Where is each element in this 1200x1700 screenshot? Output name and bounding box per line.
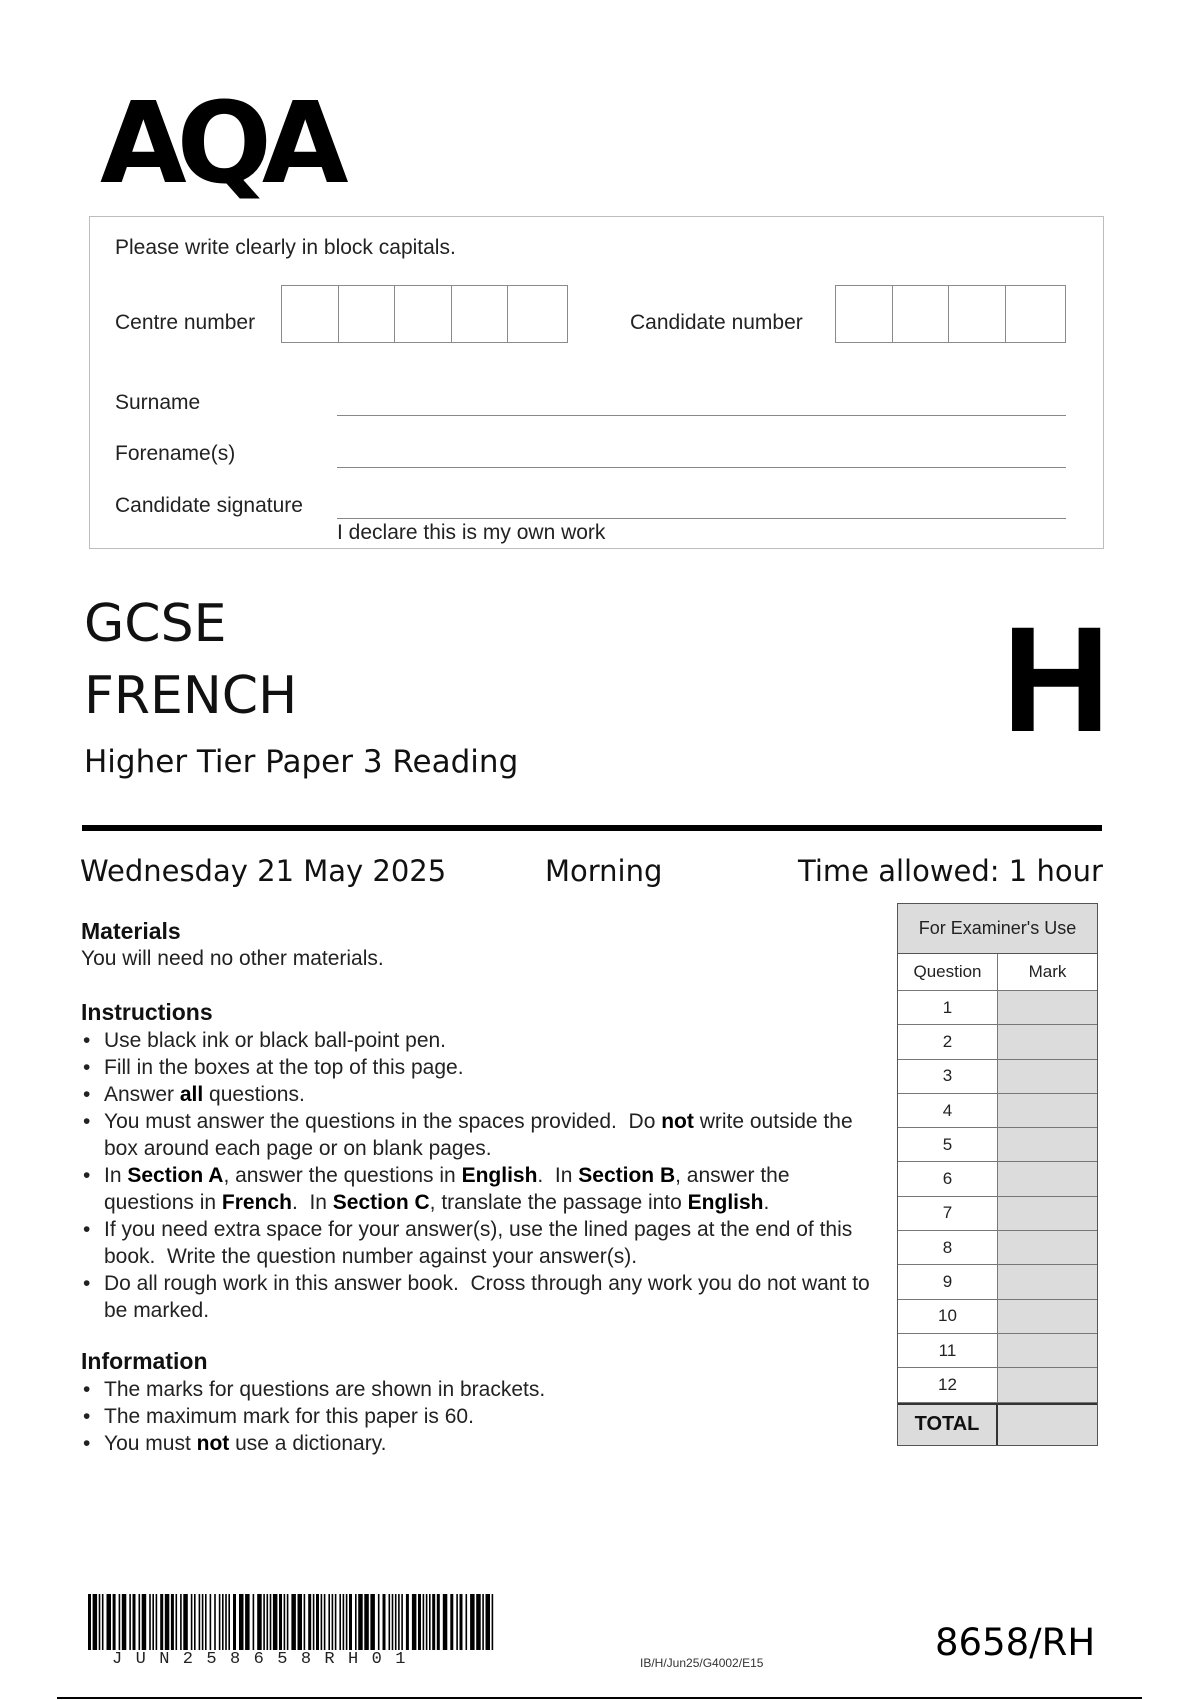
barcode-bar [202, 1594, 204, 1650]
time-allowed: Time allowed: 1 hour [798, 854, 1103, 888]
barcode-bar [228, 1594, 230, 1650]
examiner-use-table [897, 903, 1098, 1446]
barcode-bar [423, 1594, 425, 1650]
centre-number-digit-box[interactable] [395, 286, 452, 342]
barcode-bar [129, 1594, 131, 1650]
instruction-item: • In Section A, answer the questions in English. In Section B, answer the questions in French. In Section C, translate the passage into English. [81, 1162, 871, 1216]
barcode-bar [476, 1594, 481, 1650]
centre-number-label: Centre number [115, 311, 256, 334]
instruction-item: • If you need extra space for your answer(s), use the lined pages at the end of this book. Write the question number against your answer(s). [81, 1216, 871, 1270]
document-reference: IB/H/Jun25/G4002/E15 [640, 1656, 764, 1670]
surname-label: Surname [115, 391, 201, 414]
barcode-bar [437, 1594, 440, 1650]
table-row [898, 1368, 1097, 1402]
barcode-bar [142, 1594, 147, 1650]
instruction-item: • Fill in the boxes at the top of this page. [81, 1054, 871, 1081]
barcode-bar [279, 1594, 282, 1650]
instruction-item: • Do all rough work in this answer book. Cross through any work you do not want to be marked. [81, 1270, 871, 1324]
barcode-bar [426, 1594, 428, 1650]
information-heading: Information [81, 1348, 208, 1374]
barcode-bar [395, 1594, 397, 1650]
instruction-item: • You must answer the questions in the spaces provided. Do not write outside the box around each page or on blank pages. [81, 1108, 871, 1162]
table-row [898, 1025, 1097, 1059]
question-number: 6 [898, 1162, 998, 1195]
barcode-bar [119, 1594, 121, 1650]
mark-cell [998, 1197, 1097, 1230]
candidate-number-digit-box[interactable] [949, 286, 1006, 342]
mark-cell [998, 1094, 1097, 1127]
instructions-list [81, 1027, 871, 1324]
centre-number-digit-box[interactable] [339, 286, 396, 342]
barcode-bar [412, 1594, 417, 1650]
table-row [898, 1197, 1097, 1231]
barcode-bar [321, 1594, 323, 1650]
mark-cell [998, 991, 1097, 1024]
barcode-bar [355, 1594, 357, 1650]
candidate-number-digit-box[interactable] [893, 286, 950, 342]
candidate-number-label: Candidate number [630, 311, 803, 334]
barcode-bar [245, 1594, 250, 1650]
barcode-bar [99, 1594, 101, 1650]
barcode-bar [401, 1594, 403, 1650]
information-item: • You must not use a dictionary. [81, 1430, 871, 1457]
barcode-bar [460, 1594, 463, 1650]
barcode-bar [270, 1594, 272, 1650]
mark-cell [998, 1300, 1097, 1333]
barcode-bar [267, 1594, 269, 1650]
barcode-bar [343, 1594, 345, 1650]
barcode-bar [456, 1594, 458, 1650]
question-number: 5 [898, 1128, 998, 1161]
candidate-number-digit-box[interactable] [1006, 286, 1065, 342]
table-row [898, 1162, 1097, 1196]
barcode-bar [313, 1594, 315, 1650]
barcode-bar [389, 1594, 391, 1650]
barcode-bar [418, 1594, 421, 1650]
subject-title: FRENCH [84, 666, 298, 726]
mark-cell [998, 1060, 1097, 1093]
barcode-bar [233, 1594, 236, 1650]
barcode-bar [122, 1594, 127, 1650]
question-column-header: Question [898, 954, 998, 990]
divider [82, 825, 1102, 831]
total-label: TOTAL [898, 1405, 998, 1445]
barcode-bar [332, 1594, 334, 1650]
barcode-bar [378, 1594, 380, 1650]
barcode-bar [160, 1594, 163, 1650]
candidate-number-digit-box[interactable] [836, 286, 893, 342]
mark-cell [998, 1265, 1097, 1298]
barcode-bar [253, 1594, 255, 1650]
barcode-bar [370, 1594, 375, 1650]
barcode-bar [398, 1594, 400, 1650]
table-row [898, 1231, 1097, 1265]
barcode-bar [291, 1594, 296, 1650]
barcode-bar [273, 1594, 278, 1650]
declaration-text: I declare this is my own work [337, 521, 606, 544]
barcode-bar [443, 1594, 448, 1650]
barcode-bar [482, 1594, 484, 1650]
mark-cell [998, 1231, 1097, 1264]
question-number: 7 [898, 1197, 998, 1230]
barcode-bar [383, 1594, 386, 1650]
footer-rule [57, 1697, 1142, 1699]
barcode-text: JUN258658RH01 [112, 1650, 419, 1669]
table-row [898, 991, 1097, 1025]
barcode-bar [214, 1594, 216, 1650]
information-list [81, 1376, 871, 1457]
information-item: • The maximum mark for this paper is 60. [81, 1403, 871, 1430]
aqa-logo: AQA [100, 79, 339, 209]
instruction-item: • Use black ink or black ball-point pen. [81, 1027, 871, 1054]
barcode-bar [156, 1594, 158, 1650]
barcode-bar [392, 1594, 394, 1650]
barcode-bar [171, 1594, 174, 1650]
barcode-bar [346, 1594, 348, 1650]
barcode-bar [364, 1594, 369, 1650]
question-number: 11 [898, 1334, 998, 1367]
barcode-bar [263, 1594, 265, 1650]
instruction-item: • Answer all questions. [81, 1081, 871, 1108]
question-number: 4 [898, 1094, 998, 1127]
question-number: 10 [898, 1300, 998, 1333]
barcode-bar [450, 1594, 453, 1650]
examiner-table-header-row [898, 954, 1097, 991]
barcode-bar [284, 1594, 286, 1650]
question-number: 3 [898, 1060, 998, 1093]
information-item: • The marks for questions are shown in brackets. [81, 1376, 871, 1403]
barcode [88, 1594, 498, 1650]
barcode-bar [205, 1594, 207, 1650]
mark-cell [998, 1334, 1097, 1367]
instructions-heading: Instructions [81, 999, 213, 1025]
barcode-bar [176, 1594, 178, 1650]
question-number: 1 [898, 991, 998, 1024]
barcode-bar [287, 1594, 289, 1650]
materials-text: You will need no other materials. [81, 947, 384, 970]
forenames-field[interactable] [337, 467, 1066, 468]
question-number: 2 [898, 1025, 998, 1058]
question-number: 9 [898, 1265, 998, 1298]
barcode-bar [429, 1594, 431, 1650]
barcode-bar [492, 1594, 494, 1650]
paper-code: 8658/RH [935, 1621, 1096, 1664]
barcode-bar [199, 1594, 201, 1650]
mark-column-header: Mark [998, 954, 1097, 990]
table-row [898, 1300, 1097, 1334]
barcode-bar [358, 1594, 363, 1650]
barcode-bar [225, 1594, 227, 1650]
barcode-bar [180, 1594, 182, 1650]
barcode-bar [335, 1594, 337, 1650]
barcode-bar [308, 1594, 311, 1650]
total-row [898, 1403, 1097, 1445]
mark-cell [998, 1025, 1097, 1058]
signature-label: Candidate signature [115, 494, 303, 517]
barcode-bar [298, 1594, 303, 1650]
table-row [898, 1094, 1097, 1128]
examiner-table-heading: For Examiner's Use [898, 904, 1097, 954]
table-row [898, 1128, 1097, 1162]
materials-heading: Materials [81, 918, 181, 944]
exam-session: Morning [545, 854, 663, 888]
barcode-bar [149, 1594, 151, 1650]
exam-date: Wednesday 21 May 2025 [80, 854, 447, 888]
qualification-title: GCSE [84, 594, 227, 654]
barcode-bar [133, 1594, 136, 1650]
barcode-bar [257, 1594, 262, 1650]
surname-field[interactable] [337, 415, 1066, 416]
barcode-bar [222, 1594, 224, 1650]
total-mark-cell [998, 1405, 1097, 1445]
table-row [898, 1334, 1097, 1368]
barcode-bar [470, 1594, 475, 1650]
block-capitals-instruction: Please write clearly in block capitals. [115, 236, 456, 259]
barcode-bar [219, 1594, 221, 1650]
barcode-bar [324, 1594, 326, 1650]
barcode-bar [316, 1594, 319, 1650]
barcode-bar [165, 1594, 170, 1650]
signature-field[interactable] [337, 518, 1066, 519]
forenames-label: Forename(s) [115, 442, 236, 465]
question-number: 12 [898, 1368, 998, 1401]
barcode-bar [183, 1594, 188, 1650]
table-row [898, 1060, 1097, 1094]
barcode-bar [328, 1594, 330, 1650]
barcode-bar [239, 1594, 244, 1650]
barcode-bar [88, 1594, 91, 1650]
centre-number-digit-box[interactable] [508, 286, 567, 342]
question-number: 8 [898, 1231, 998, 1264]
tier-letter: H [1002, 595, 1111, 763]
barcode-bar [210, 1594, 212, 1650]
centre-number-digit-box[interactable] [452, 286, 509, 342]
candidate-number-input[interactable] [835, 285, 1066, 343]
paper-subtitle: Higher Tier Paper 3 Reading [84, 744, 519, 780]
barcode-bar [406, 1594, 409, 1650]
barcode-bar [486, 1594, 491, 1650]
barcode-bar [113, 1594, 116, 1650]
barcode-bar [194, 1594, 196, 1650]
barcode-bar [139, 1594, 141, 1650]
barcode-bar [339, 1594, 341, 1650]
centre-number-input[interactable] [281, 285, 568, 343]
mark-cell [998, 1162, 1097, 1195]
centre-number-digit-box[interactable] [282, 286, 339, 342]
barcode-bar [102, 1594, 104, 1650]
barcode-bar [152, 1594, 154, 1650]
barcode-bar [93, 1594, 98, 1650]
barcode-bar [304, 1594, 306, 1650]
mark-cell [998, 1368, 1097, 1401]
barcode-bar [432, 1594, 435, 1650]
mark-cell [998, 1128, 1097, 1161]
barcode-bar [349, 1594, 352, 1650]
barcode-bar [466, 1594, 468, 1650]
table-row [898, 1265, 1097, 1299]
barcode-bar [191, 1594, 193, 1650]
barcode-bar [107, 1594, 112, 1650]
